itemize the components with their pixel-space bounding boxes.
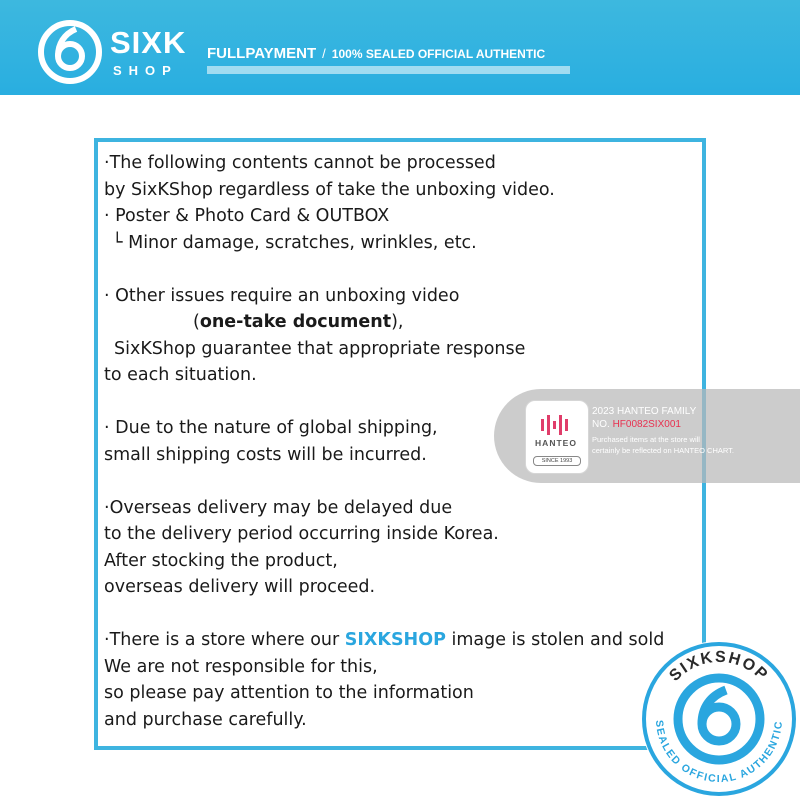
- notice-line: overseas delivery will proceed.: [104, 577, 376, 597]
- hanteo-number-code: HF0082SIX001: [612, 419, 681, 430]
- hanteo-since: SINCE 1993: [533, 456, 581, 466]
- notice-line: [104, 627, 664, 654]
- seal-bottom-text: SEALED OFFICIAL AUTHENTIC: [652, 719, 786, 786]
- notice-line: to the delivery period occurring inside Korea.: [104, 524, 499, 544]
- brand-highlight: SIXKSHOP: [344, 630, 446, 650]
- tagline-secondary: 100% SEALED OFFICIAL AUTHENTIC: [331, 47, 546, 61]
- hanteo-number-label: NO.: [592, 419, 613, 430]
- hanteo-desc-line: certainly be reflected on HANTEO CHART.: [592, 446, 734, 455]
- hanteo-number: [592, 418, 734, 432]
- sixk-logo-icon: [38, 20, 102, 84]
- header-tagline: [207, 45, 545, 63]
- notice-line: · Poster & Photo Card & OUTBOX: [104, 206, 390, 226]
- notice-line: We are not responsible for this,: [104, 656, 378, 677]
- notice-line: After stocking the product,: [104, 550, 338, 571]
- notice-line: by SixKShop regardless of take the unboxing video.: [104, 179, 555, 200]
- logo-subtitle: SHOP: [113, 63, 178, 78]
- authentic-seal-icon: [638, 638, 800, 800]
- hanteo-title: 2023 HANTEO FAMILY: [592, 406, 697, 417]
- notice-line: to each situation.: [104, 365, 257, 385]
- notice-line: SixKShop guarantee that appropriate response: [114, 338, 526, 359]
- notice-paren-close: ),: [391, 312, 404, 332]
- logo-wordmark: SIXK: [110, 25, 187, 60]
- notice-emphasis: one-take document: [199, 312, 392, 332]
- notice-line: ·Overseas delivery may be delayed due: [104, 497, 453, 518]
- header-banner: [0, 0, 800, 95]
- tagline-separator: /: [322, 46, 326, 61]
- hanteo-description: [592, 434, 734, 456]
- tagline-primary: FULLPAYMENT: [207, 45, 317, 62]
- notice-line: [104, 309, 664, 336]
- hanteo-desc-line: Purchased items at the store will: [592, 435, 700, 444]
- notice-line: · Due to the nature of global shipping,: [104, 418, 438, 438]
- tagline-underline: [207, 66, 570, 74]
- notice-spacer: [104, 256, 664, 283]
- notice-line: small shipping costs will be incurred.: [104, 444, 427, 465]
- notice-line: so please pay attention to the information: [104, 683, 474, 703]
- notice-paren-open: (: [193, 312, 200, 332]
- notice-text-part: ·There is a store where our: [104, 630, 345, 650]
- hanteo-info: [592, 405, 734, 456]
- notice-text-part: image is stolen and sold: [445, 630, 665, 650]
- notice-spacer: [104, 601, 664, 628]
- hanteo-logo-text: HANTEO: [535, 438, 577, 448]
- notice-line: and purchase carefully.: [104, 709, 307, 730]
- notice-line: └ Minor damage, scratches, wrinkles, etc.: [112, 232, 477, 253]
- notice-line: ·The following contents cannot be processed: [104, 153, 496, 173]
- notice-line: · Other issues require an unboxing video: [104, 285, 460, 306]
- seal-top-text: SIXKSHOP: [666, 648, 772, 685]
